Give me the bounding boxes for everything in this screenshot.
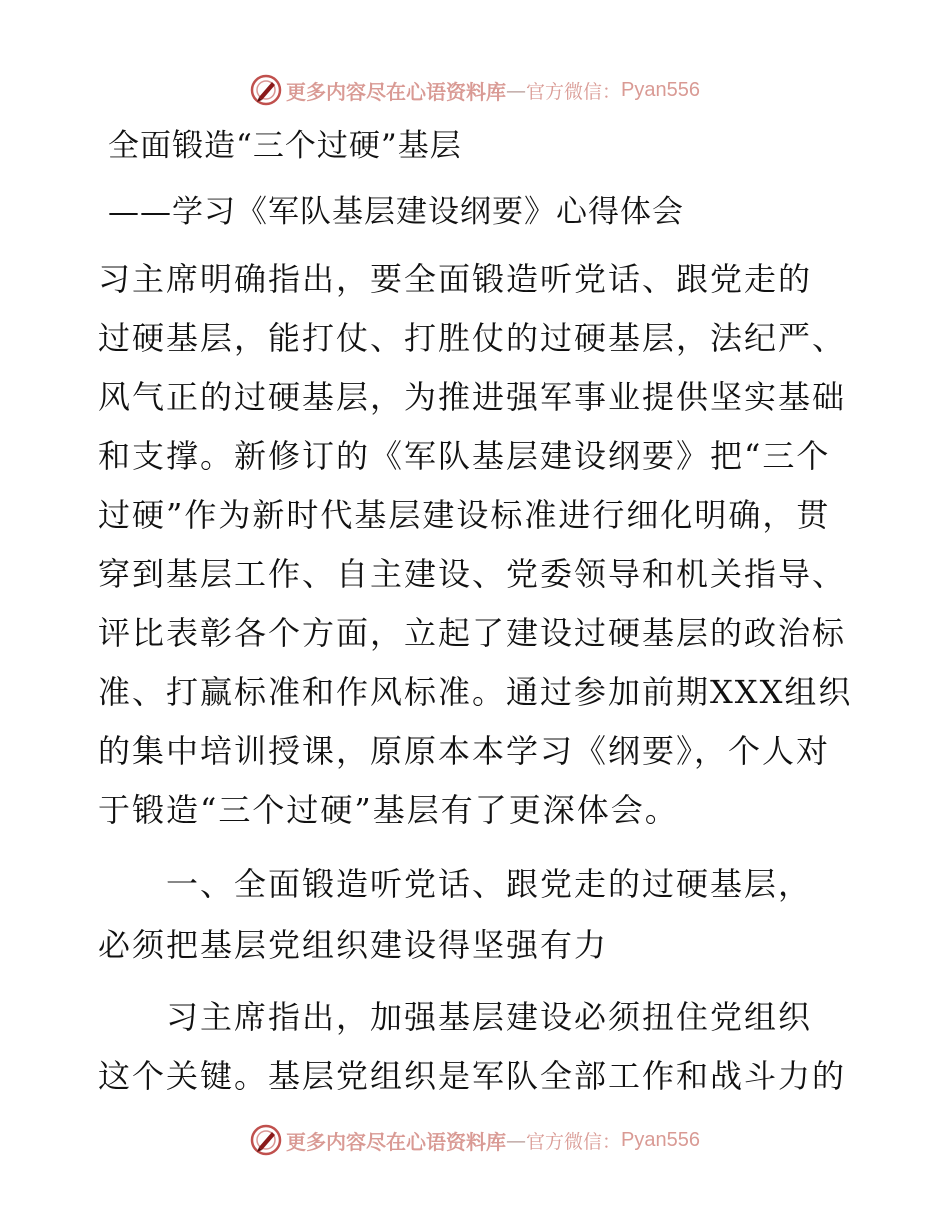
heading-line: 必须把基层党组织建设得坚强有力 [98,926,609,964]
paragraph-line: 评比表彰各个方面，立起了建设过硬基层的政治标 [98,614,847,652]
document-body [98,118,853,1120]
paragraph-line: 穿到基层工作、自主建设、党委领导和机关指导、 [98,555,847,593]
watermark-separator: — [506,1128,526,1152]
watermark-contact-id: Pyan556 [621,78,700,101]
paragraph-line: 风气正的过硬基层，为推进强军事业提供坚实基础 [98,378,847,416]
watermark-text: 更多内容尽在心语资料库 [286,79,506,104]
watermark-text: 更多内容尽在心语资料库 [286,1129,506,1154]
heading-line: 一、全面锻造听党话、跟党走的过硬基层， [98,865,813,903]
watermark-header [0,70,950,110]
paragraph-line: 过硬基层，能打仗、打胜仗的过硬基层，法纪严、 [98,319,847,357]
paragraph-intro [98,250,853,840]
watermark-footer [0,1120,950,1160]
brand-logo-icon [250,74,282,106]
paragraph-line: 习主席指出，加强基层建设必须扭住党组织 [98,998,813,1036]
paragraph-line: 的集中培训授课，原原本本学习《纲要》，个人对 [98,732,831,770]
document-title: 全面锻造“三个过硬”基层 [108,128,462,164]
watermark-separator: — [506,78,526,102]
brand-logo-icon [250,1124,282,1156]
paragraph-line: 过硬”作为新时代基层建设标准进行细化明确，贯 [98,496,831,534]
paragraph-line: 和支撑。新修订的《军队基层建设纲要》把“三个 [98,437,831,475]
section-heading-1 [98,854,850,976]
watermark-contact-label: 官方微信： [526,1130,622,1153]
watermark-contact-label: 官方微信： [526,80,622,103]
paragraph-section-1 [98,988,850,1106]
document-subtitle: ——学习《军队基层建设纲要》心得体会 [108,194,684,230]
paragraph-line: 这个关键。基层党组织是军队全部工作和战斗力的 [98,1057,847,1095]
paragraph-line: 于锻造“三个过硬”基层有了更深体会。 [98,791,679,829]
paragraph-line: 准、打赢标准和作风标准。通过参加前期XXX组织 [98,673,853,711]
watermark-contact-id: Pyan556 [621,1128,700,1151]
paragraph-line: 习主席明确指出，要全面锻造听党话、跟党走的 [98,260,813,298]
